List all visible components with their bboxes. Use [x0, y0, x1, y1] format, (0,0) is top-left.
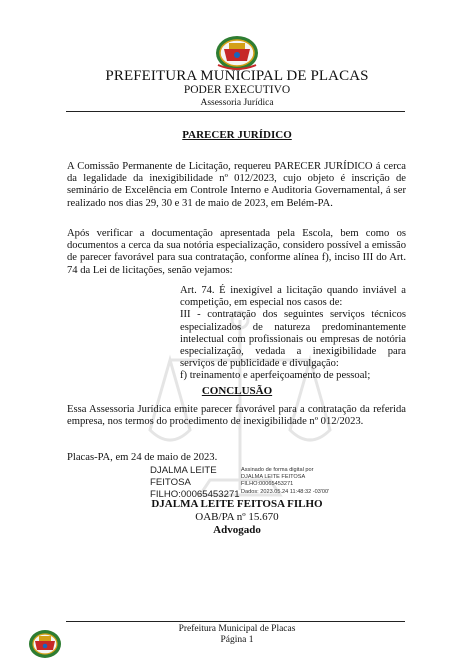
- executive-subtitle: PODER EXECUTIVO: [183, 84, 291, 96]
- footer-institution: Prefeitura Municipal de Placas: [178, 624, 296, 634]
- footer-page-number: Página 1: [220, 635, 254, 645]
- municipality-title: PREFEITURA MUNICIPAL DE PLACAS: [105, 68, 369, 84]
- department-label: Assessoria Jurídica: [200, 98, 274, 108]
- digital-signature-info: [241, 467, 329, 496]
- coat-of-arms-icon: [214, 33, 260, 73]
- header-divider: [66, 111, 405, 112]
- paragraph-request: A Comissão Permanente de Licitação, requereu PARECER JURÍDICO á cerca da legalidade da inexigibilidade nº 012/2023, cujo objeto é inscrição de seminário de Excelência em Controle Interno e Auditoria Governamental, á ser realizado nos dias 29, 30 e 31 de maio de 2023, em Belém-PA.: [67, 161, 406, 209]
- quote-alinea: f) treinamento e aperfeiçoamento de pessoal;: [180, 370, 371, 382]
- legal-quote: [180, 285, 406, 383]
- sig-name-line: FILHO:00065453271: [150, 489, 240, 500]
- sig-info-line: Assinado de forma digital por: [241, 467, 314, 473]
- signer-oab: OAB/PA nº 15.670: [195, 511, 279, 523]
- conclusion-title: CONCLUSÃO: [201, 385, 273, 397]
- signer-role: Advogado: [213, 524, 261, 536]
- signer-name: DJALMA LEITE FEITOSA FILHO: [151, 498, 323, 510]
- document-title: PARECER JURÍDICO: [182, 129, 292, 141]
- date-line: Placas-PA, em 24 de maio de 2023.: [67, 452, 218, 463]
- sig-info-line: FILHO:00065453271: [241, 481, 294, 488]
- sig-name-line: DJALMA LEITE: [150, 465, 217, 476]
- sig-info-line: Dados: 2023.05.24 11:48:32 -03'00': [241, 488, 330, 495]
- sig-info-line: DJALMA LEITE FEITOSA: [241, 474, 306, 481]
- paragraph-conclusion: Essa Assessoria Jurídica emite parecer favorável para a contratação da referida empresa, nos termos do procedimento de inexigibilidade nº 012/2023.: [67, 404, 406, 428]
- paragraph-analysis: Após verificar a documentação apresentada pela Escola, bem como os documentos a cerca da sua notória especialização, considero possível a emissão de parecer favorável para sua contratação, conforme alínea f), inciso III do Art. 74 da Lei de licitações, senão vejamos:: [67, 228, 406, 276]
- sig-name-line: FEITOSA: [150, 477, 191, 488]
- quote-inciso: III - contratação dos seguintes serviços técnicos especializados de natureza predominantemente intelectual com profissionais ou empresas de notória especialização, vedada a inexigibilidade para serviços de publicidade e divulgação:: [180, 309, 406, 370]
- digital-signature-name: [150, 465, 240, 501]
- footer-divider: [66, 621, 405, 622]
- quote-article: Art. 74. É inexigível a licitação quando inviável a competição, em especial nos casos de:: [180, 285, 406, 309]
